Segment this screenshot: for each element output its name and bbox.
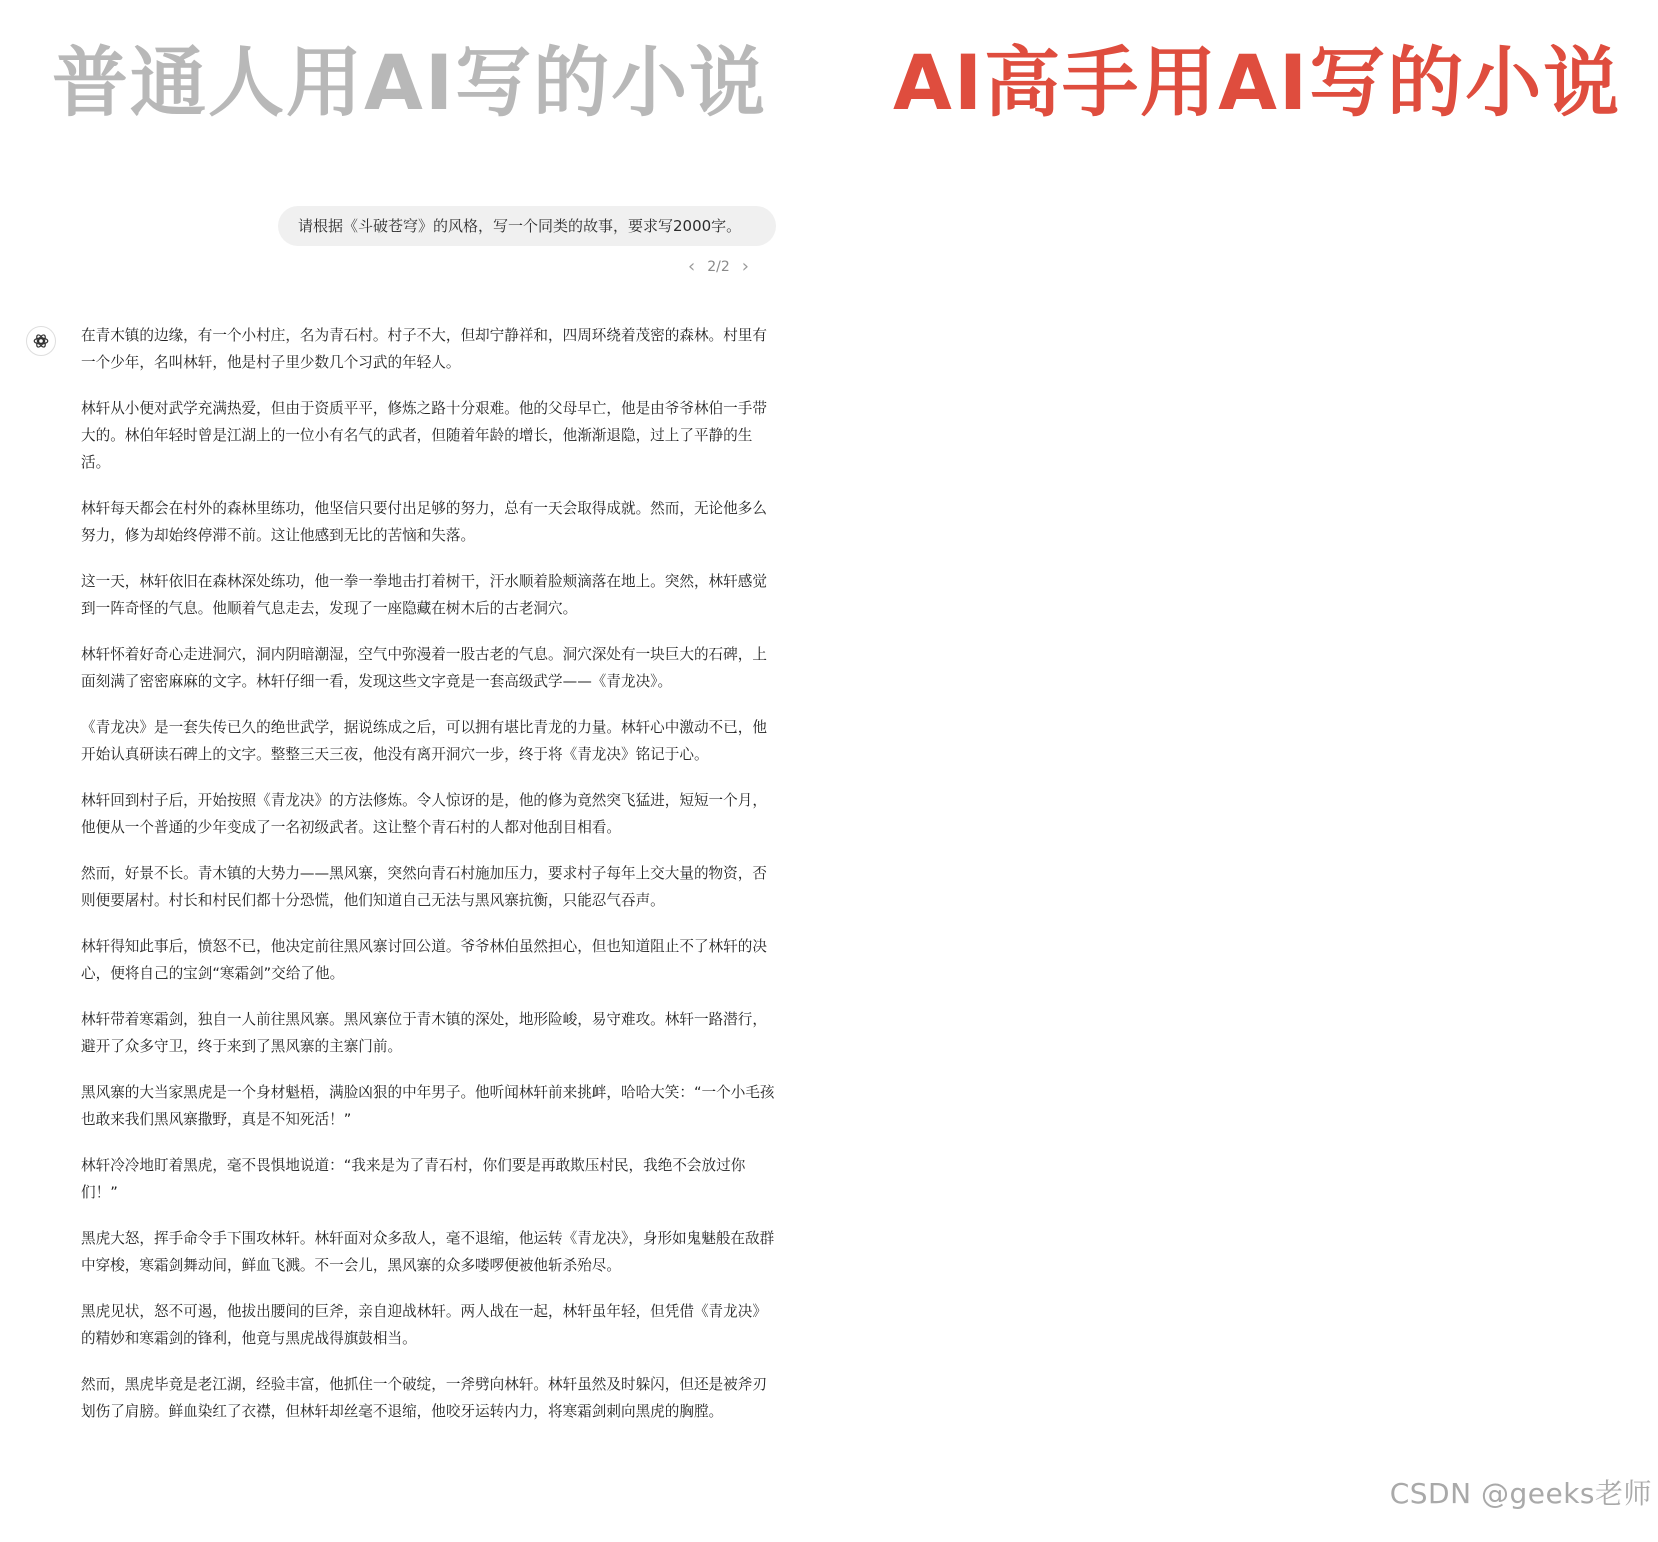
story-paragraph: 林轩回到村子后，开始按照《青龙决》的方法修炼。令人惊讶的是，他的修为竟然突飞猛进，短短一个月，他便从一个普通的少年变成了一名初级武者。这让整个青石村的人都对他刮目相看。 [81, 792, 767, 836]
left-chat-panel [0, 0, 820, 1542]
story-paragraph: 林轩得知此事后，愤怒不已，他决定前往黑风寨讨回公道。爷爷林伯虽然担心，但也知道阻止不了林轩的决心，便将自己的宝剑“寒霜剑”交给了他。 [81, 938, 767, 982]
pager-label: 2/2 [707, 258, 730, 275]
response-pager [688, 256, 749, 277]
story-paragraph: 林轩带着寒霜剑，独自一人前往黑风寨。黑风寨位于青木镇的深处，地形险峻，易守难攻。林轩一路潜行，避开了众多守卫，终于来到了黑风寨的主寨门前。 [81, 1011, 767, 1055]
story-paragraph: 这一天，林轩依旧在森林深处练功，他一拳一拳地击打着树干，汗水顺着脸颊滴落在地上。突然，林轩感觉到一阵奇怪的气息。他顺着气息走去，发现了一座隐藏在树木后的古老洞穴。 [81, 573, 767, 617]
story-paragraph: 然而，好景不长。青木镇的大势力——黑风寨，突然向青石村施加压力，要求村子每年上交大量的物资，否则便要屠村。村长和村民们都十分恐慌，他们知道自己无法与黑风寨抗衡，只能忍气吞声。 [81, 865, 767, 909]
story-paragraph: 黑风寨的大当家黑虎是一个身材魁梧，满脸凶狠的中年男子。他听闻林轩前来挑衅，哈哈大笑：“一个小毛孩也敢来我们黑风寨撒野，真是不知死活！” [81, 1084, 775, 1128]
title-expert: AI高手用AI写的小说 [893, 38, 1622, 127]
story-paragraph: 黑虎大怒，挥手命令手下围攻林轩。林轩面对众多敌人，毫不退缩，他运转《青龙决》，身形如鬼魅般在敌群中穿梭，寒霜剑舞动间，鲜血飞溅。不一会儿，黑风寨的众多喽啰便被他斩杀殆尽。 [81, 1230, 775, 1274]
story-paragraph: 在青木镇的边缘，有一个小村庄，名为青石村。村子不大，但却宁静祥和，四周环绕着茂密的森林。村里有一个少年，名叫林轩，他是村子里少数几个习武的年轻人。 [81, 327, 767, 371]
story-paragraph: 林轩怀着好奇心走进洞穴，洞内阴暗潮湿，空气中弥漫着一股古老的气息。洞穴深处有一块巨大的石碑，上面刻满了密密麻麻的文字。林轩仔细一看，发现这些文字竟是一套高级武学——《青龙决》。 [81, 646, 767, 690]
watermark: CSDN @geeks老师 [1389, 1477, 1652, 1510]
user-prompt-bubble: 请根据《斗破苍穹》的风格，写一个同类的故事，要求写2000字。 [278, 206, 776, 246]
story-paragraph: 林轩从小便对武学充满热爱，但由于资质平平，修炼之路十分艰难。他的父母早亡，他是由爷爷林伯一手带大的。林伯年轻时曾是江湖上的一位小有名气的武者，但随着年龄的增长，他渐渐退隐，过上了平静的生活。 [81, 400, 767, 471]
chevron-right-icon[interactable]: › [741, 256, 749, 277]
assistant-response-story [81, 322, 776, 1444]
story-paragraph: 林轩每天都会在村外的森林里练功，他坚信只要付出足够的努力，总有一天会取得成就。然而，无论他多么努力，修为却始终停滞不前。这让他感到无比的苦恼和失落。 [81, 500, 767, 544]
story-paragraph: 《青龙决》是一套失传已久的绝世武学，据说练成之后，可以拥有堪比青龙的力量。林轩心中激动不已，他开始认真研读石碑上的文字。整整三天三夜，他没有离开洞穴一步，终于将《青龙决》铭记于心。 [81, 719, 767, 763]
openai-logo-icon [26, 326, 56, 356]
title-ordinary: 普通人用AI写的小说 [52, 38, 768, 127]
story-paragraph: 林轩冷冷地盯着黑虎，毫不畏惧地说道：“我来是为了青石村，你们要是再敢欺压村民，我绝不会放过你们！” [81, 1157, 746, 1201]
story-paragraph: 然而，黑虎毕竟是老江湖，经验丰富，他抓住一个破绽，一斧劈向林轩。林轩虽然及时躲闪，但还是被斧刃划伤了肩膀。鲜血染红了衣襟，但林轩却丝毫不退缩，他咬牙运转内力，将寒霜剑刺向黑虎的胸膛。 [81, 1376, 767, 1420]
chevron-left-icon[interactable]: ‹ [688, 256, 696, 277]
right-chat-panel [830, 0, 1658, 1542]
story-paragraph: 黑虎见状，怒不可遏，他拔出腰间的巨斧，亲自迎战林轩。两人战在一起，林轩虽年轻，但凭借《青龙决》的精妙和寒霜剑的锋利，他竟与黑虎战得旗鼓相当。 [81, 1303, 767, 1347]
